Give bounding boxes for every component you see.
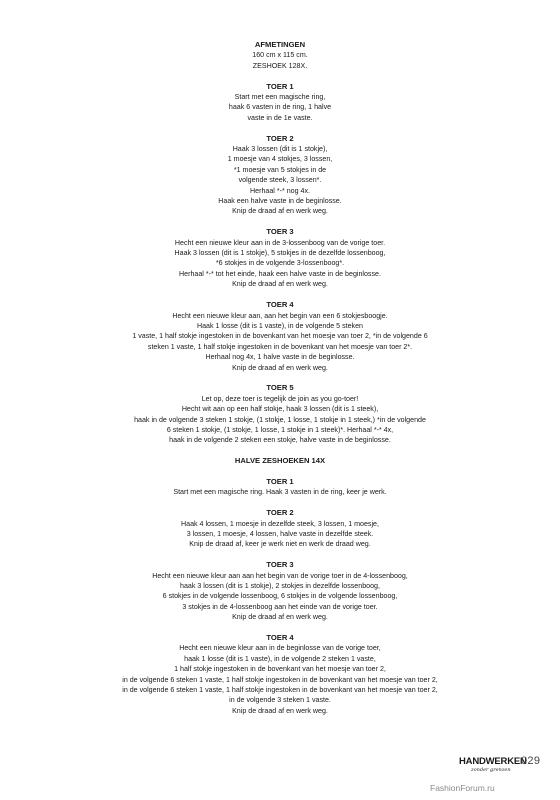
instruction-line: 1 half stokje ingestoken in de bovenkant van het moesje van toer 2, — [174, 665, 386, 674]
section-heading: TOER 3 — [266, 560, 294, 570]
instruction-line: Hecht een nieuwe kleur aan in de 3-lossenboog van de vorige toer. — [174, 238, 386, 247]
page-number: 029 — [521, 755, 541, 767]
watermark: FashionForum.ru — [430, 783, 495, 793]
section-heading: TOER 1 — [266, 81, 294, 91]
instruction-line: 6 stokjes in de volgende lossenboog, 6 stokjes in de volgende lossenboog, — [162, 592, 398, 601]
instruction-line: in de volgende 3 steken 1 vaste. — [229, 696, 331, 705]
instruction-line: haak 3 lossen (dit is 1 stokje), 2 stokjes in dezelfde lossenboog, — [180, 581, 380, 590]
section-heading: TOER 4 — [266, 633, 294, 642]
instruction-line: 1 vaste, 1 half stokje ingestoken in de bovenkant van het moesje van toer 2, *in de volgende 6 — [132, 332, 428, 341]
section-heading: TOER 4 — [266, 300, 294, 310]
brand-logo — [459, 756, 527, 782]
pattern-section — [20, 477, 540, 498]
instruction-line: Knip de draad af en werk weg. — [232, 363, 328, 372]
instruction-line: Knip de draad af en werk weg. — [232, 280, 328, 289]
pattern-section — [20, 560, 540, 622]
instruction-line: Haak 1 losse (dit is 1 vaste), in de volgende 5 steken — [196, 321, 363, 330]
instruction-line: Haak 4 lossen, 1 moesje in dezelfde steek, 3 lossen, 1 moesje, — [181, 519, 379, 528]
instruction-line: Haak 3 lossen (dit is 1 stokje), 5 stokjes in de dezelfde lossenboog, — [174, 249, 386, 258]
instruction-line: Herhaal *-* nog 4x. — [250, 186, 310, 195]
instruction-line: 1 moesje van 4 stokjes, 3 lossen, — [227, 155, 333, 164]
pattern-section — [20, 383, 540, 445]
instruction-line: 160 cm x 115 cm. — [252, 51, 308, 60]
section-heading: TOER 1 — [266, 476, 294, 486]
instruction-line: Hecht een nieuwe kleur aan aan het begin van de vorige toer in de 4-lossenboog, — [152, 571, 408, 580]
instruction-line: volgende steek, 3 lossen*. — [238, 176, 322, 185]
instruction-line: Haak een halve vaste in de beginlosse. — [218, 197, 342, 206]
pattern-section — [20, 227, 540, 289]
instruction-line: *1 moesje van 5 stokjes in de — [233, 165, 327, 174]
instruction-line: vaste in de 1e vaste. — [247, 113, 313, 122]
instruction-line: Herhaal *-* tot het einde, haak een halve vaste in de beginlosse. — [179, 269, 381, 278]
instruction-line: Hecht wit aan op een half stokje, haak 3 lossen (dit is 1 steek), — [181, 405, 379, 414]
instruction-line: 3 stokjes in de 4-lossenboog aan het einde van de vorige toer. — [182, 602, 378, 611]
instruction-line: Knip de draad af en werk weg. — [232, 207, 328, 216]
instruction-line: *6 stokjes in de volgende 3-lossenboog*. — [215, 259, 345, 268]
pattern-section — [20, 40, 540, 71]
instruction-line: ZESHOEK 128X. — [252, 61, 308, 70]
instruction-line: Knip de draad af en werk weg. — [232, 706, 328, 715]
instruction-line: in de volgende 6 steken 1 vaste, 1 half stokje ingestoken in de bovenkant van het moesje van toer 2, — [122, 675, 438, 684]
section-heading: TOER 5 — [266, 383, 294, 393]
instruction-line: haak in de volgende 3 steken 1 stokje, (1 stokje, 1 losse, 1 stokje in 1 steek,) *in de volgende — [134, 415, 426, 424]
brand-subtitle: zonder grenzen — [471, 767, 511, 773]
instruction-line: Start met een magische ring. Haak 3 vasten in de ring, keer je werk. — [173, 488, 387, 497]
instruction-line: Herhaal nog 4x, 1 halve vaste in de beginlosse. — [205, 353, 355, 362]
instruction-line: Haak 3 lossen (dit is 1 stokje), — [232, 145, 328, 154]
instruction-line: 6 steken 1 stokje, (1 stokje, 1 losse, 1 stokje in 1 steek)*. Herhaal *-* 4x, — [166, 425, 394, 434]
section-heading: TOER 3 — [266, 227, 294, 237]
section-heading: TOER 2 — [266, 133, 294, 143]
pattern-content — [20, 40, 540, 727]
instruction-line: 3 lossen, 1 moesje, 4 lossen, halve vaste in dezelfde steek. — [186, 529, 374, 538]
instruction-line: in de volgende 6 steken 1 vaste, 1 half stokje ingestoken in de bovenkant van het moesje van toer 2, — [122, 686, 438, 695]
instruction-line: Hecht een nieuwe kleur aan, aan het begin van een 6 stokjesboogje. — [172, 311, 388, 320]
instruction-line: haak 1 losse (dit is 1 vaste), in de volgende 2 steken 1 vaste, — [184, 654, 376, 663]
instruction-line: Hecht een nieuwe kleur aan in de beginlosse van de vorige toer, — [179, 644, 381, 653]
instruction-line: Let op, deze toer is tegelijk de join as you go-toer! — [201, 394, 359, 403]
pattern-section — [20, 456, 540, 466]
section-heading: AFMETINGEN — [254, 40, 306, 49]
pattern-section — [20, 300, 540, 373]
pattern-section — [20, 82, 540, 124]
instruction-line: haak in de volgende 2 steken een stokje, halve vaste in de beginlosse. — [169, 436, 391, 445]
section-heading: TOER 2 — [266, 508, 294, 518]
instruction-line: Start met een magische ring, — [234, 93, 326, 102]
brand-name: HANDWERKEN — [459, 756, 527, 767]
section-heading: HALVE ZESHOEKEN 14X — [234, 456, 326, 466]
pattern-section — [20, 633, 540, 716]
instruction-line: Knip de draad af, keer je werk niet en werk de draad weg. — [189, 540, 371, 549]
pattern-section — [20, 134, 540, 217]
instruction-line: haak 6 vasten in de ring, 1 halve — [228, 103, 332, 112]
instruction-line: steken 1 vaste, 1 half stokje ingestoken in de bovenkant van het moesje van toer 2*. — [147, 342, 413, 351]
instruction-line: Knip de draad af en werk weg. — [232, 613, 328, 622]
pattern-section — [20, 508, 540, 550]
